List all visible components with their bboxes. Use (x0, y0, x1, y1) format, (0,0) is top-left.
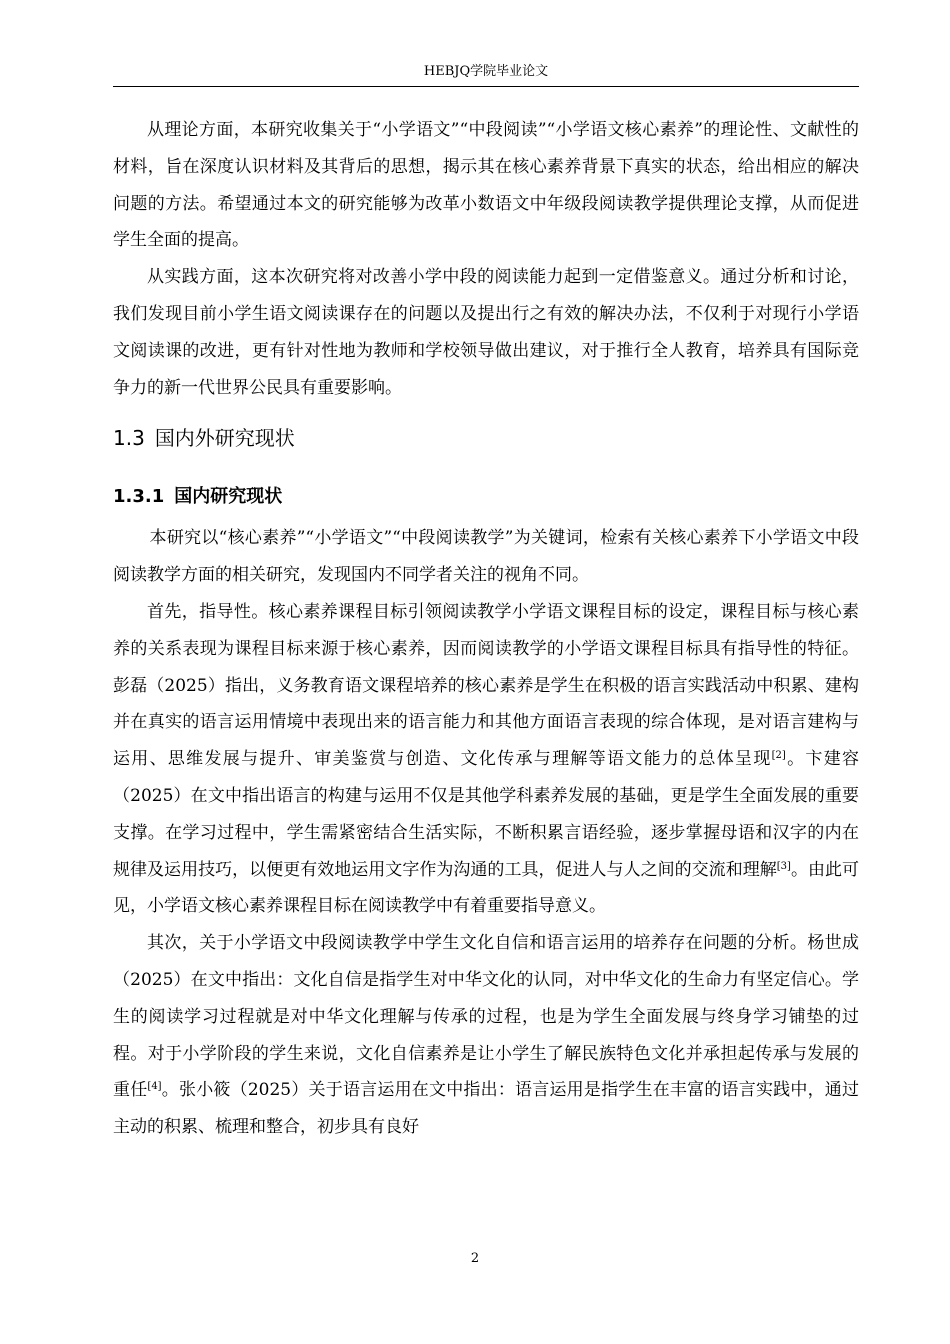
page-number: 2 (470, 1251, 480, 1266)
paragraph-practice: 从实践方面，这本次研究将对改善小学中段的阅读能力起到一定借鉴意义。通过分析和讨论，我们发现目前小学生语文阅读课存在的问题以及提出行之有效的解决办法，不仅利于对现行小学语文阅读课的改进，更有针对性地为教师和学校领导做出建议，对于推行全人教育，培养具有国际竞争力的新一代世界公民具有重要影响。 (113, 267, 859, 398)
paragraph-first-text-3: 。由此可见，小学语文核心素养课程目标在阅读教学中有着重要指导意义。 (113, 859, 859, 917)
header-rule (113, 86, 859, 87)
page-body (113, 112, 859, 1146)
paragraph-first-text-1: 首先，指导性。核心素养课程目标引领阅读教学小学语文课程目标的设定，课程目标与核心素养的关系表现为课程目标来源于核心素养，因而阅读教学的小学语文课程目标具有指导性的特征。彭磊（2025）指出，义务教育语文课程培养的核心素养是学生在积极的语言实践活动中积累、建构并在真实的语言运用情境中表现出来的语言能力和其他方面语言表现的综合体现，是对语言建构与运用、思维发展与提升、审美鉴赏与创造、文化传承与理解等语文能力的总体呈现 (113, 601, 859, 770)
section-number: 1.3 (113, 426, 145, 451)
paragraph-second-text-2: 。张小筱（2025）关于语言运用在文中指出：语言运用是指学生在丰富的语言实践中，通过主动的积累、梳理和整合，初步具有良好 (113, 1080, 860, 1138)
paragraph-second-analysis (113, 925, 859, 1146)
paragraph-intro: 本研究以“核心素养”“小学语文”“中段阅读教学”为关键词，检索有关核心素养下小学语文中段阅读教学方面的相关研究，发现国内不同学者关注的视角不同。 (113, 528, 859, 586)
citation-ref: [3] (776, 860, 791, 872)
subsection-heading (113, 484, 859, 510)
paragraph-first-text-2: 。卞建容（2025）在文中指出语言的构建与运用不仅是其他学科素养发展的基础，更是学生全面发展的重要支撑。在学习过程中，学生需紧密结合生活实际，不断积累言语经验，逐步掌握母语和汉字的内在规律及运用技巧，以便更有效地运用文字作为沟通的工具，促进人与人之间的交流和理解 (113, 749, 860, 880)
subsection-number: 1.3.1 (113, 486, 165, 508)
paragraph-second-text-1: 其次，关于小学语文中段阅读教学中学生文化自信和语言运用的培养存在问题的分析。杨世成（2025）在文中指出：文化自信是指学生对中华文化的认同，对中华文化的生命力有坚定信心。学生的阅读学习过程就是对中华文化理解与传承的过程，也是为学生全面发展与终身学习铺垫的过程。对于小学阶段的学生来说，文化自信素养是让小学生了解民族特色文化并承担起传承与发展的重任 (113, 933, 859, 1101)
paragraph-first-guidance (113, 594, 859, 925)
subsection-title: 国内研究现状 (174, 486, 283, 508)
paragraph-theory: 从理论方面，本研究收集关于“小学语文”“中段阅读”“小学语文核心素养”的理论性、文献性的材料，旨在深度认识材料及其背后的思想，揭示其在核心素养背景下真实的状态，给出相应的解决问题的方法。希望通过本文的研究能够为改革小数语文中年级段阅读教学提供理论支撑，从而促进学生全面的提高。 (113, 120, 859, 251)
running-header: HEBJQ学院毕业论文 (423, 64, 549, 79)
citation-ref: [2] (771, 750, 786, 762)
section-title: 国内外研究现状 (154, 426, 295, 451)
section-heading (113, 424, 859, 452)
citation-ref: [4] (147, 1081, 162, 1093)
